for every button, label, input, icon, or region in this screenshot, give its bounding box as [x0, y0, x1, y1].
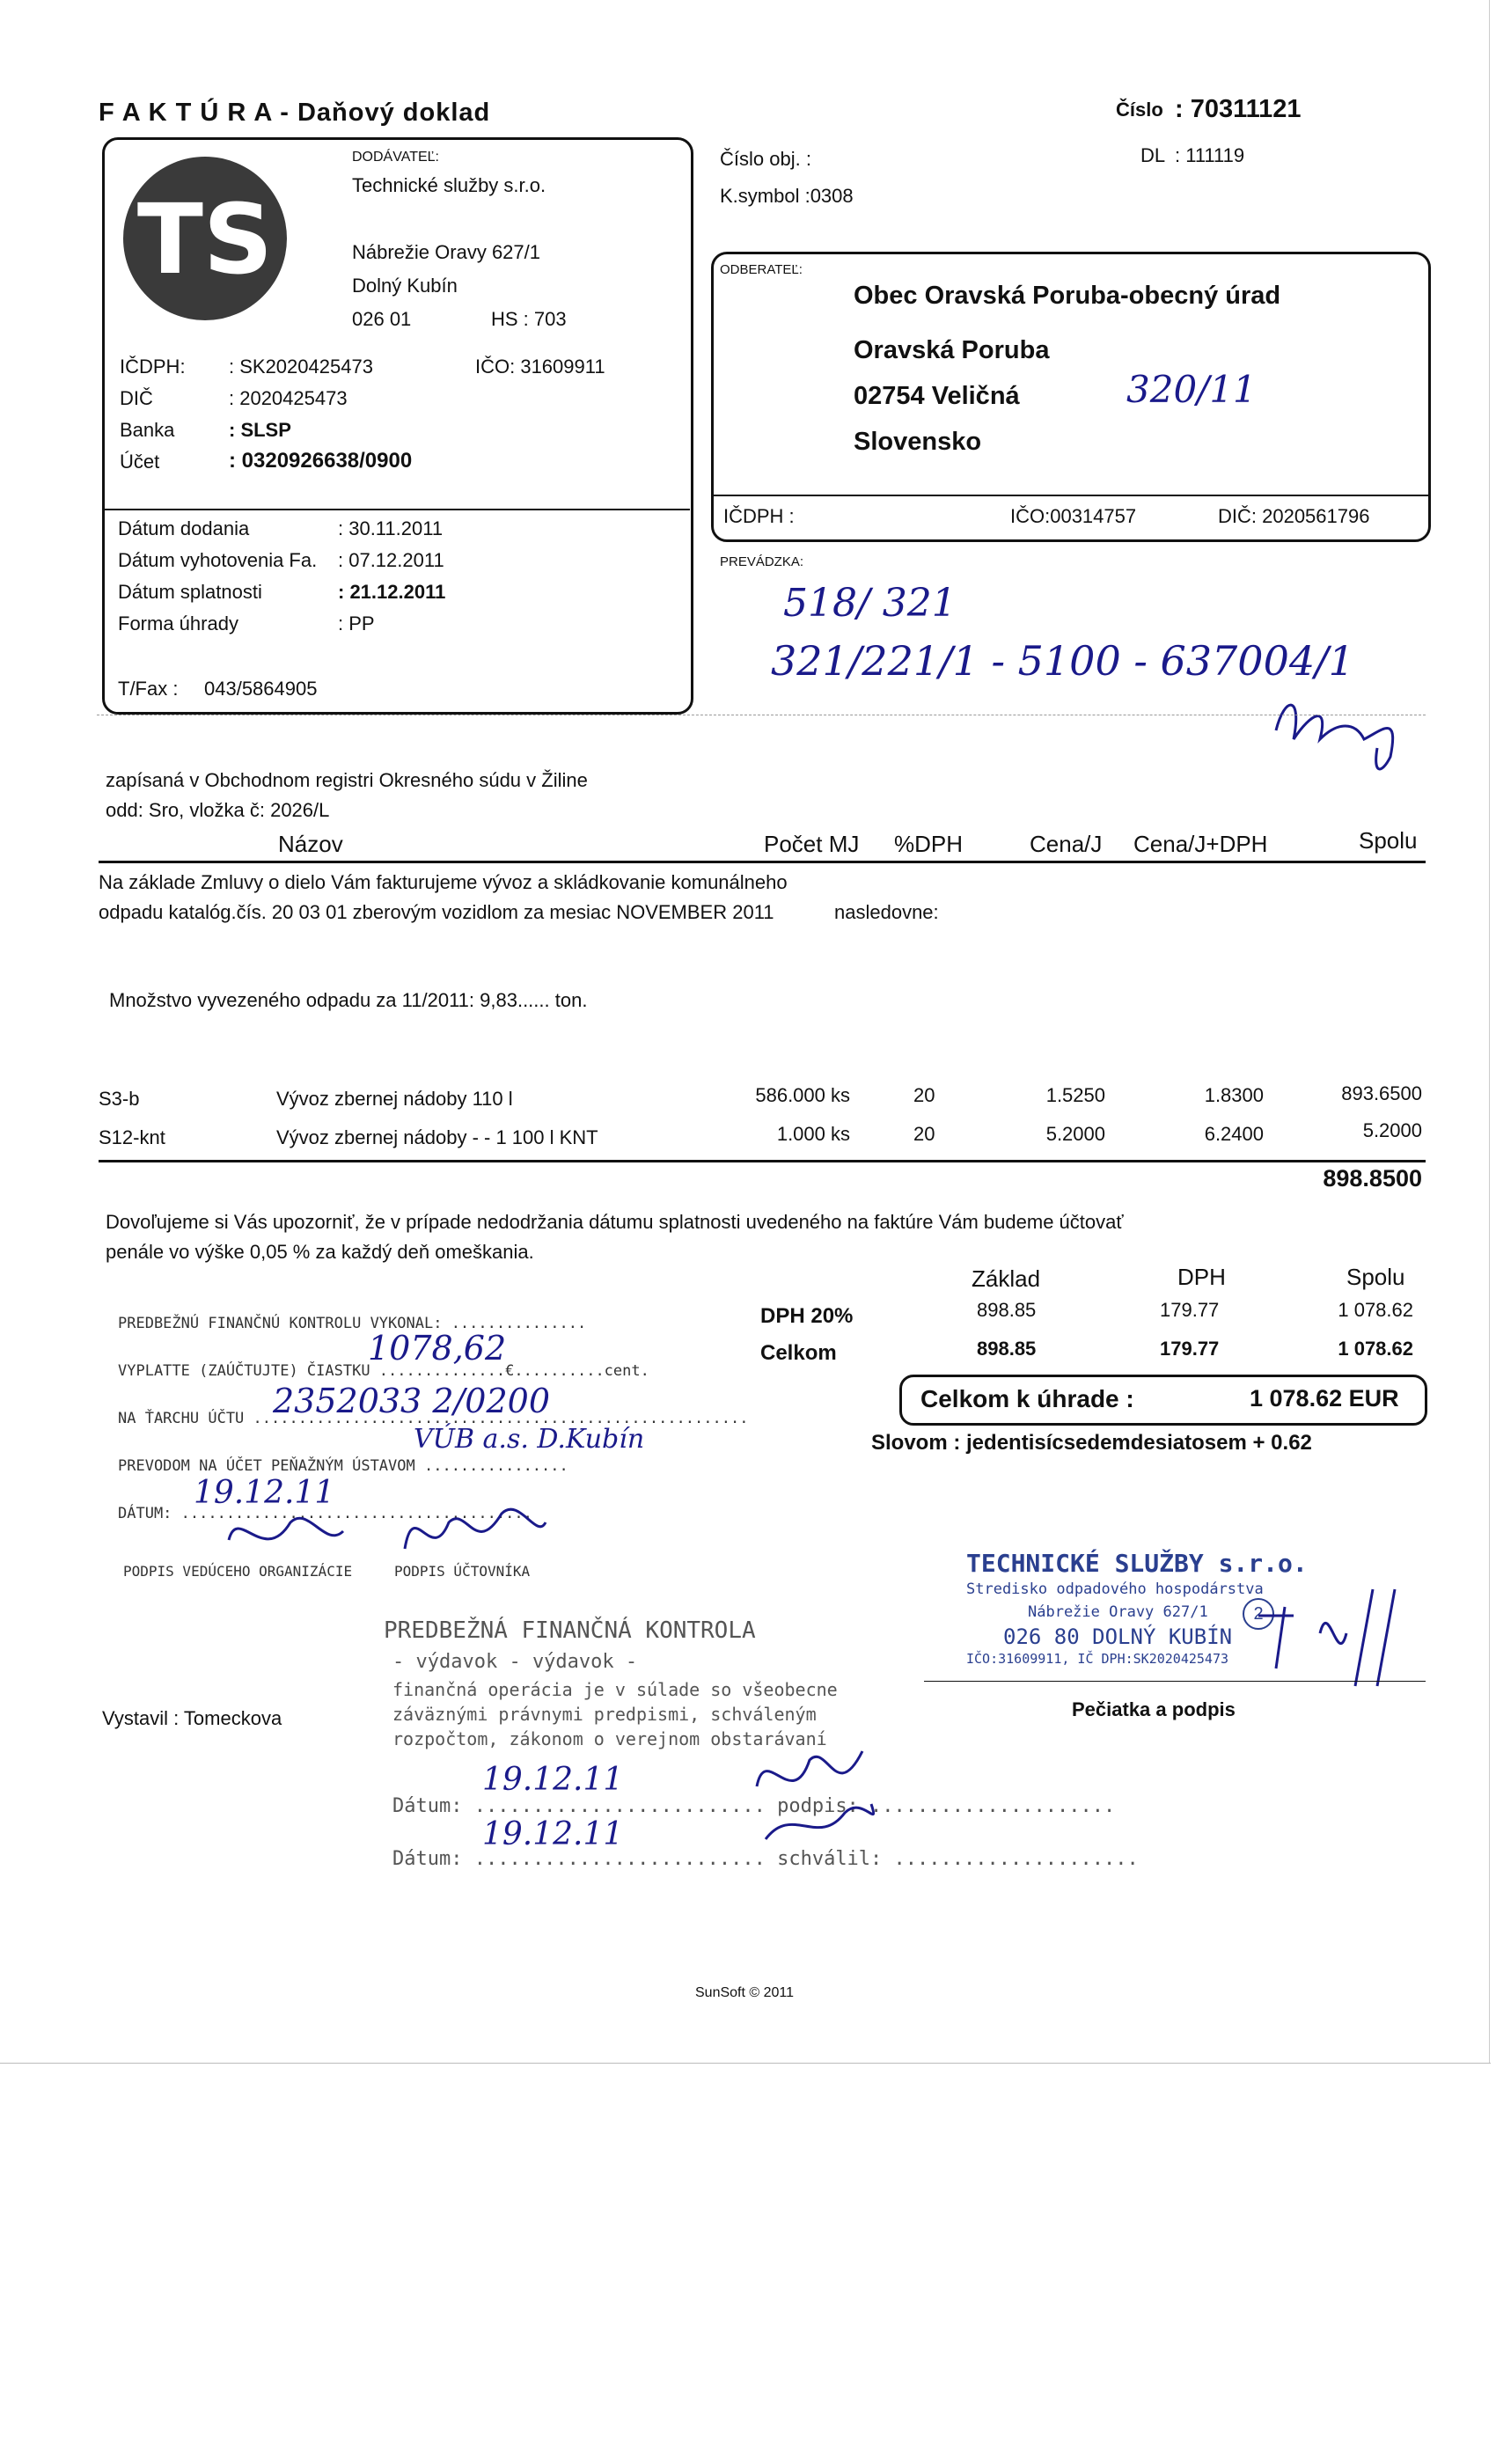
row1-price: 1.5250 [1045, 1084, 1105, 1106]
control-stamp-hw-bank: VÚB a.s. D.Kubín [414, 1424, 645, 1455]
company-stamp-line1: TECHNICKÉ SLUŽBY s.r.o. [966, 1549, 1308, 1578]
company-stamp-number: 2 [1243, 1598, 1274, 1630]
supplier-city: Dolný Kubín [352, 275, 458, 297]
registry-line2: odd: Sro, vložka č: 2026/L [106, 799, 330, 821]
table-header-rule [99, 861, 1426, 863]
customer-name: Obec Oravská Poruba-obecný úrad [854, 282, 1281, 310]
control-stamp-sig2: PODPIS ÚČTOVNÍKA [394, 1563, 531, 1580]
ts-logo-icon [123, 157, 287, 320]
customer-divider [713, 495, 1429, 496]
company-stamp-line5: IČO:31609911, IČ DPH:SK2020425473 [966, 1651, 1229, 1667]
row2-name: Vývoz zbernej nádoby - - 1 100 l KNT [276, 1126, 598, 1148]
tfax-label: T/Fax : [118, 678, 179, 700]
dl-value: : 111119 [1175, 144, 1245, 166]
table-intro-line1: Na základe Zmluvy o dielo Vám fakturujeme vývoz a skládkovanie komunálneho [99, 871, 788, 893]
summary-vat-base: 898.85 [977, 1299, 1037, 1321]
col-header-pocet: Počet MJ [764, 831, 860, 857]
prevadzka-handwriting-2: 321/221/1 - 5100 - 637004/1 [771, 637, 1354, 685]
delivery-date: : 30.11.2011 [338, 517, 444, 539]
supplier-hs: HS : 703 [491, 308, 567, 330]
supplier-zip: 026 01 [352, 308, 412, 330]
kontrola-stamp-hw-date2: 19.12.11 [482, 1816, 624, 1852]
row1-price-vat: 1.8300 [1204, 1084, 1264, 1106]
row1-total: 893.6500 [1341, 1082, 1422, 1104]
company-stamp-line3: Nábrežie Oravy 627/1 [1028, 1603, 1208, 1621]
kontrola-stamp-line6: Dátum: ......................... podpis: ..................... [392, 1795, 1116, 1817]
kontrola-stamp-line3: finančná operácia je v súlade so všeobecne [392, 1679, 838, 1700]
payment-method-label: Forma úhrady [118, 612, 238, 634]
issue-date: : 07.12.2011 [338, 549, 444, 571]
supplier-dic: : 2020425473 [229, 387, 348, 409]
summary-total-label: Celkom [760, 1341, 837, 1365]
prevadzka-label: PREVÁDZKA: [720, 554, 804, 569]
control-stamp-line3: NA ŤARCHU ÚČTU ....................................................... [118, 1410, 749, 1427]
control-stamp-line4: PREVODOM NA ÚČET PEŇAŽNÝM ÚSTAVOM ................ [118, 1457, 568, 1475]
col-header-cena: Cena/J [1030, 831, 1103, 857]
row2-total: 5.2000 [1362, 1119, 1422, 1141]
supplier-account-label: Účet [120, 451, 160, 473]
row1-code: S3-b [99, 1088, 140, 1110]
supplier-ico: IČO: 31609911 [475, 356, 605, 378]
order-number: Číslo obj. : [720, 148, 811, 170]
table-sum: 898.8500 [1323, 1165, 1422, 1192]
kontrola-stamp-signatures [739, 1734, 898, 1857]
notice-line1: Dovoľujeme si Vás upozorniť, že v prípade nedodržania dátumu splatnosti uvedeného na faktúre Vám budeme účtovať [106, 1211, 1124, 1233]
supplier-divider [104, 509, 690, 510]
summary-total-tax: 179.77 [1160, 1338, 1220, 1360]
customer-label: ODBERATEĽ: [720, 262, 803, 277]
summary-total-base: 898.85 [977, 1338, 1037, 1360]
control-stamp-sig1: PODPIS VEDÚCEHO ORGANIZÁCIE [123, 1563, 353, 1580]
row2-vat: 20 [913, 1123, 935, 1145]
k-symbol: K.symbol :0308 [720, 185, 854, 207]
notice-line2: penále vo výške 0,05 % za každý deň omeškania. [106, 1241, 534, 1263]
supplier-label: DODÁVATEĽ: [352, 150, 439, 165]
signature-line [924, 1681, 1426, 1682]
amount-due-value: 1 078.62 EUR [1250, 1385, 1399, 1412]
row2-price-vat: 6.2400 [1204, 1123, 1264, 1145]
supplier-account: : 0320926638/0900 [229, 449, 413, 473]
signature-mark-top [1267, 678, 1417, 783]
footer-sunsoft: SunSoft © 2011 [695, 1985, 795, 2000]
due-date: : 21.12.2011 [338, 581, 446, 603]
col-header-nazov: Názov [278, 831, 343, 857]
logo-text: TS [136, 183, 274, 296]
supplier-name: Technické služby s.r.o. [352, 174, 546, 196]
registry-line1: zapísaná v Obchodnom registri Okresného súdu v Žiline [106, 769, 588, 791]
supplier-icdph: : SK2020425473 [229, 356, 373, 378]
company-stamp-line4: 026 80 DOLNÝ KUBÍN [1003, 1624, 1233, 1649]
row1-name: Vývoz zbernej nádoby 110 l [276, 1088, 513, 1110]
customer-line2: Oravská Poruba [854, 336, 1050, 364]
summary-total-total: 1 078.62 [1338, 1338, 1413, 1360]
control-stamp-line1: PREDBEŽNÚ FINANČNÚ KONTROLU VYKONAL: ............... [118, 1315, 587, 1332]
col-header-spolu: Spolu [1359, 827, 1418, 854]
amount-due-label: Celkom k úhrade : [920, 1385, 1134, 1412]
supplier-street: Nábrežie Oravy 627/1 [352, 241, 540, 263]
kontrola-stamp-line4: záväznými právnymi predpismi, schváleným [392, 1704, 817, 1725]
company-stamp-signature [1241, 1580, 1417, 1695]
control-stamp-hw-amount: 1078,62 [368, 1329, 507, 1368]
row1-vat: 20 [913, 1084, 935, 1106]
supplier-bank-label: Banka [120, 419, 175, 441]
customer-line3: 02754 Veličná [854, 382, 1020, 410]
summary-header-zaklad: Základ [972, 1265, 1041, 1292]
dl-label: DL [1140, 144, 1166, 166]
table-bottom-rule [99, 1160, 1426, 1162]
row2-code: S12-knt [99, 1126, 165, 1148]
summary-vat-label: DPH 20% [760, 1304, 854, 1328]
kontrola-stamp-line1: PREDBEŽNÁ FINANČNÁ KONTROLA [384, 1617, 756, 1644]
row2-price: 5.2000 [1045, 1123, 1105, 1145]
due-date-label: Dátum splatnosti [118, 581, 262, 603]
summary-vat-total: 1 078.62 [1338, 1299, 1413, 1321]
control-stamp-signatures [211, 1487, 563, 1575]
summary-header-dph: DPH [1177, 1264, 1226, 1290]
customer-dic: DIČ: 2020561796 [1218, 505, 1370, 527]
kontrola-stamp-line7: Dátum: ......................... schválil: ..................... [392, 1848, 1139, 1870]
table-intro-line2b: nasledovne: [834, 901, 939, 923]
waste-quantity-note: Množstvo vyvezeného odpadu za 11/2011: 9,83...... ton. [109, 989, 588, 1011]
row1-qty: 586.000 ks [755, 1084, 850, 1106]
row2-qty: 1.000 ks [776, 1123, 850, 1145]
company-stamp-line2: Stredisko odpadového hospodárstva [966, 1580, 1264, 1598]
payment-method: : PP [338, 612, 375, 634]
control-stamp-hw-account: 2352033 2/0200 [273, 1382, 551, 1420]
kontrola-stamp-line5: rozpočtom, zákonom o verejnom obstarávaní [392, 1728, 827, 1749]
kontrola-stamp-hw-date1: 19.12.11 [482, 1762, 624, 1798]
supplier-dic-label: DIČ [120, 387, 153, 409]
customer-icdph: IČDPH : [723, 505, 795, 527]
issued-by: Vystavil : Tomeckova [102, 1707, 282, 1729]
delivery-date-label: Dátum dodania [118, 517, 250, 539]
stamp-signature-label: Pečiatka a podpis [1072, 1698, 1236, 1720]
tfax-value: 043/5864905 [204, 678, 318, 700]
table-intro-line2: odpadu katalóg.čís. 20 03 01 zberovým vozidlom za mesiac NOVEMBER 2011 [99, 901, 774, 923]
customer-handwritten-note: 320/11 [1126, 368, 1257, 411]
invoice-number-label: Číslo [1116, 99, 1163, 121]
prevadzka-handwriting-1: 518/ 321 [783, 581, 957, 626]
control-stamp-line5: DÁTUM: ....................................... [118, 1505, 532, 1522]
scan-page-edge-right [1489, 0, 1490, 2063]
control-stamp-line2: VYPLATTE (ZAÚČTUJTE) ČIASTKU ..............€..........cent. [118, 1362, 649, 1380]
kontrola-stamp-line2: - výdavok - výdavok - [392, 1651, 638, 1673]
customer-ico: IČO:00314757 [1010, 505, 1137, 527]
invoice-number: : 70311121 [1175, 95, 1302, 123]
col-header-cenadph: Cena/J+DPH [1133, 831, 1268, 857]
supplier-bank: : SLSP [229, 419, 291, 441]
invoice-title: F A K T Ú R A - Daňový doklad [99, 99, 491, 127]
issue-date-label: Dátum vyhotovenia Fa. [118, 549, 318, 571]
summary-header-spolu: Spolu [1346, 1264, 1405, 1290]
amount-in-words: Slovom : jedentisícsedemdesiatosem + 0.62 [871, 1431, 1312, 1455]
summary-vat-tax: 179.77 [1160, 1299, 1220, 1321]
control-stamp-hw-date: 19.12.11 [194, 1475, 335, 1511]
col-header-dph: %DPH [894, 831, 964, 857]
scan-page-edge [0, 2063, 1491, 2064]
supplier-icdph-label: IČDPH: [120, 356, 186, 378]
customer-line4: Slovensko [854, 428, 982, 456]
